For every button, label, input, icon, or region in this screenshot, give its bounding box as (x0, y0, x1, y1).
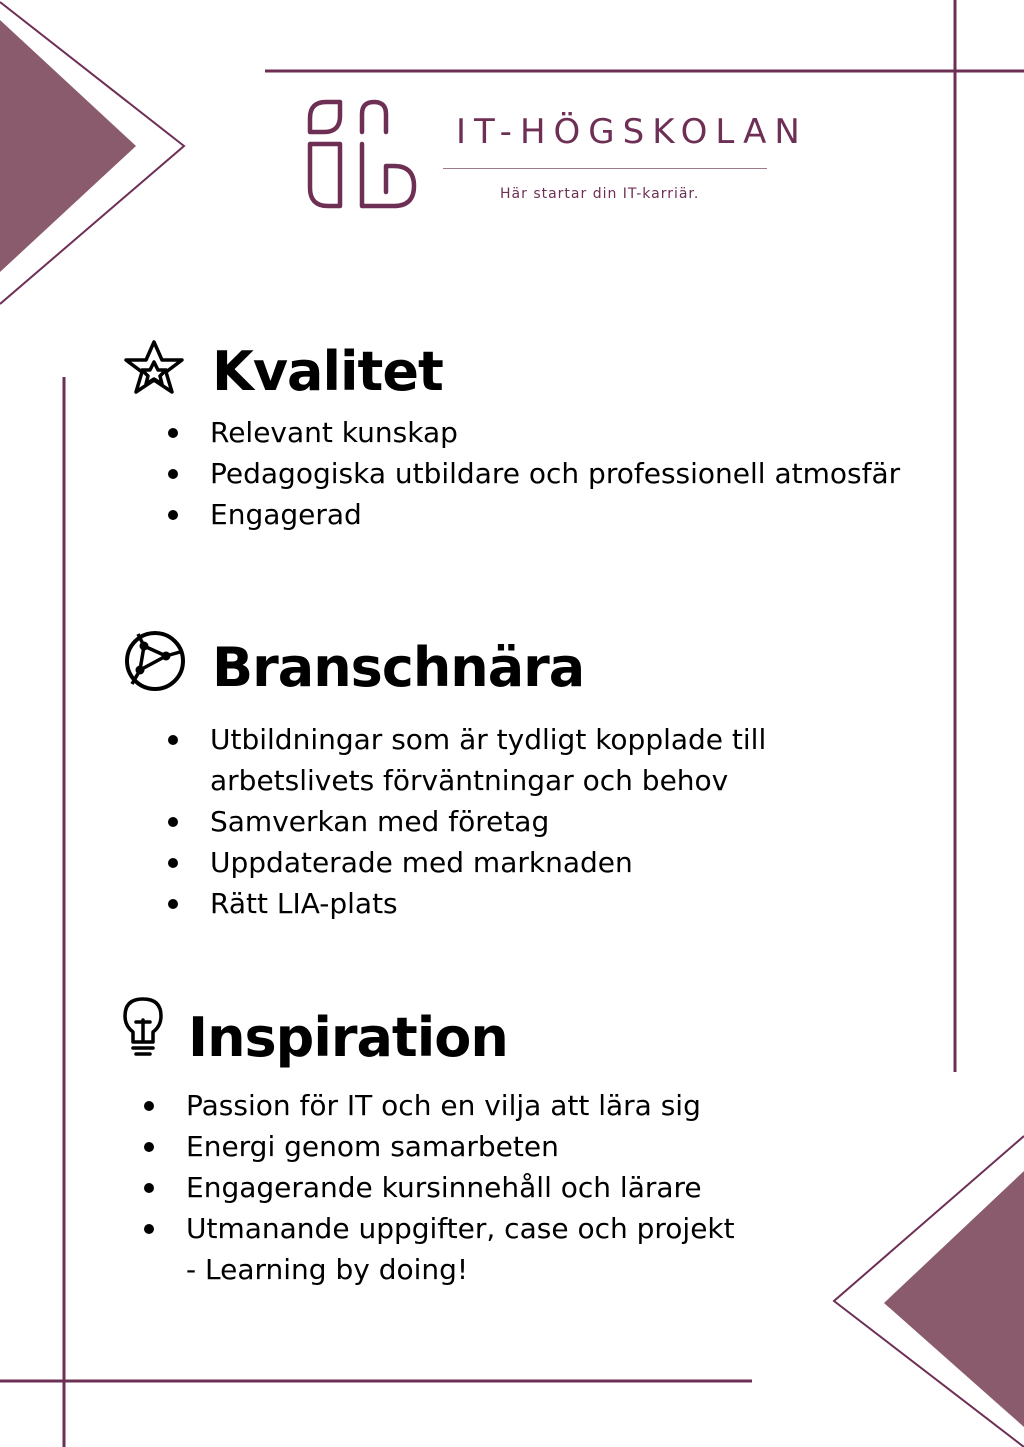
list-item: Passion för IT och en vilja att lära sig (144, 1085, 735, 1126)
list-item: Energi genom samarbeten (144, 1126, 735, 1167)
kvalitet-list (168, 412, 900, 535)
star-icon (124, 338, 186, 396)
list-item: Pedagogiska utbildare och professionell atmosfär (168, 453, 900, 494)
list-item: Utbildningar som är tydligt kopplade till (168, 719, 766, 760)
list-item: Utmanande uppgifter, case och projekt (144, 1208, 735, 1249)
list-item: Rätt LIA-plats (168, 883, 766, 924)
list-item-continuation: arbetslivets förväntningar och behov (210, 764, 729, 797)
network-globe-icon (124, 630, 186, 692)
list-item: Engagerande kursinnehåll och lärare (144, 1167, 735, 1208)
top-left-triangle (0, 20, 136, 272)
brand-name: IT-HÖGSKOLAN (456, 112, 808, 152)
list-item: Relevant kunskap (168, 412, 900, 453)
inspiration-list (144, 1085, 735, 1290)
list-item: Engagerad (168, 494, 900, 535)
tagline: Här startar din IT-karriär. (500, 186, 700, 202)
lightbulb-icon (122, 996, 164, 1058)
brand-divider (443, 168, 767, 169)
list-item: Samverkan med företag (168, 801, 766, 842)
section-title-inspiration: Inspiration (188, 1006, 508, 1069)
logo-icon (300, 96, 424, 214)
branschnara-list (168, 719, 766, 924)
list-item: Uppdaterade med marknaden (168, 842, 766, 883)
bottom-right-triangle (884, 1171, 1024, 1427)
list-item-continuation: - Learning by doing! (186, 1253, 469, 1286)
section-title-branschnara: Branschnära (212, 636, 585, 699)
section-title-kvalitet: Kvalitet (212, 340, 443, 403)
